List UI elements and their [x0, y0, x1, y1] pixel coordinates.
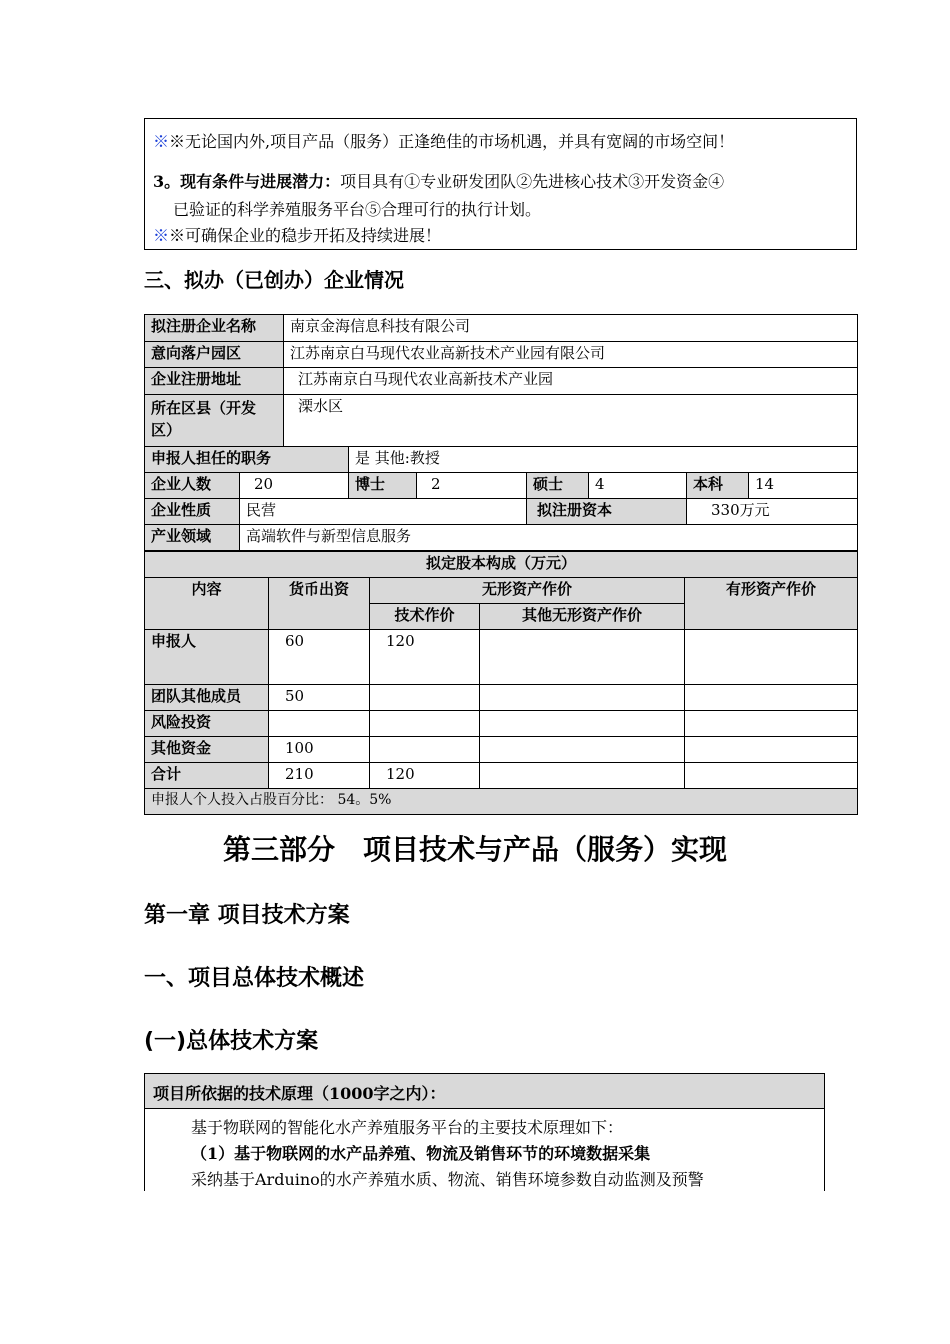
cash-cell: 210 — [269, 763, 370, 789]
section-title-company: 三、拟办（已创办）企业情况 — [144, 268, 404, 292]
table-row — [145, 763, 858, 789]
capital-label: 拟注册资本 — [527, 499, 687, 525]
tangible-cell — [685, 630, 858, 685]
principle-item-1-title: （1）基于物联网的水产品养殖、物流及销售环节的环境数据采集 — [191, 1144, 651, 1163]
tangible-cell — [685, 685, 858, 711]
phd-value: 2 — [417, 473, 527, 499]
table-row — [145, 711, 858, 737]
subsection-title: (一)总体技术方案 — [144, 1029, 319, 1054]
principle-item-1-text: 采纳基于Arduino的水产养殖水质、物流、销售环境参数自动监测及预警 — [191, 1170, 704, 1189]
principle-header-bar — [145, 1074, 824, 1109]
staff-label: 企业人数 — [145, 473, 240, 499]
other-intangible-cell — [480, 763, 685, 789]
assurance-line: ※※可确保企业的稳步开拓及持续进展！ — [153, 226, 442, 245]
chapter-title: 第一章 项目技术方案 — [144, 903, 350, 928]
phd-label: 博士 — [349, 473, 417, 499]
field-label: 产业领域 — [145, 525, 240, 551]
staff-value: 20 — [240, 473, 349, 499]
address-label: 企业注册地址 — [145, 368, 284, 395]
col-content-header: 内容 — [145, 578, 269, 630]
tangible-cell — [685, 737, 858, 763]
bachelor-value: 14 — [749, 473, 858, 499]
nature-value: 民营 — [240, 499, 527, 525]
row-label: 申报人 — [145, 630, 269, 685]
nature-label: 企业性质 — [145, 499, 240, 525]
equity-title: 拟定股本构成（万元） — [145, 552, 858, 578]
capital-value: 330万元 — [687, 499, 858, 525]
master-value: 4 — [589, 473, 687, 499]
company-name-value: 南京金海信息科技有限公司 — [284, 315, 858, 342]
col-tangible-header: 有形资产作价 — [685, 578, 858, 630]
conditions-line-continued: 已验证的科学养殖服务平台⑤合理可行的执行计划。 — [173, 200, 542, 219]
district-value: 溧水区 — [284, 395, 858, 447]
col-cash-header: 货币出资 — [269, 578, 370, 630]
col-intangible-header: 无形资产作价 — [370, 578, 685, 604]
row-label: 团队其他成员 — [145, 685, 269, 711]
position-value: 是 其他:教授 — [349, 447, 858, 473]
cash-cell — [269, 711, 370, 737]
other-intangible-cell — [480, 711, 685, 737]
table-row — [145, 685, 858, 711]
field-value: 高端软件与新型信息服务 — [240, 525, 858, 551]
col-other-intangible-header: 其他无形资产作价 — [480, 604, 685, 630]
market-opportunity-line: ※※无论国内外,项目产品（服务）正逢绝佳的市场机遇，并具有宽阔的市场空间！ — [153, 132, 735, 151]
bachelor-label: 本科 — [687, 473, 749, 499]
part-title: 第三部分 项目技术与产品（服务）实现 — [222, 833, 727, 866]
master-label: 硕士 — [527, 473, 589, 499]
row-label: 其他资金 — [145, 737, 269, 763]
principle-header: 项目所依据的技术原理（1000字之内）： — [153, 1084, 446, 1103]
principle-box — [144, 1073, 825, 1191]
tangible-cell — [685, 763, 858, 789]
col-tech-header: 技术作价 — [370, 604, 480, 630]
tech-cell: 120 — [370, 630, 480, 685]
tech-cell — [370, 737, 480, 763]
section-title-overview: 一、项目总体技术概述 — [144, 966, 365, 991]
equity-percentage-footer: 申报人个人投入占股百分比： 54。5% — [145, 789, 858, 815]
company-name-label: 拟注册企业名称 — [145, 315, 284, 342]
equity-table — [144, 551, 858, 815]
tangible-cell — [685, 711, 858, 737]
address-value: 江苏南京白马现代农业高新技术产业园 — [284, 368, 858, 395]
note-mark: ※ — [153, 132, 170, 151]
district-label: 所在区县（开发区） — [145, 395, 284, 447]
row-label: 合计 — [145, 763, 269, 789]
top-summary-box — [144, 118, 857, 250]
other-intangible-cell — [480, 630, 685, 685]
tech-cell — [370, 711, 480, 737]
table-row — [145, 630, 858, 685]
table-row — [145, 737, 858, 763]
cash-cell: 60 — [269, 630, 370, 685]
note-mark: ※ — [153, 226, 170, 245]
other-intangible-cell — [480, 737, 685, 763]
tech-cell — [370, 685, 480, 711]
row-label: 风险投资 — [145, 711, 269, 737]
cash-cell: 50 — [269, 685, 370, 711]
position-label: 申报人担任的职务 — [145, 447, 349, 473]
park-value: 江苏南京白马现代农业高新技术产业园有限公司 — [284, 342, 858, 368]
cash-cell: 100 — [269, 737, 370, 763]
tech-cell: 120 — [370, 763, 480, 789]
principle-intro: 基于物联网的智能化水产养殖服务平台的主要技术原理如下： — [191, 1118, 624, 1137]
conditions-line: 3。现有条件与进展潜力：项目具有①专业研发团队②先进核心技术③开发资金④ — [153, 172, 725, 191]
company-info-table — [144, 314, 858, 551]
park-label: 意向落户园区 — [145, 342, 284, 368]
other-intangible-cell — [480, 685, 685, 711]
